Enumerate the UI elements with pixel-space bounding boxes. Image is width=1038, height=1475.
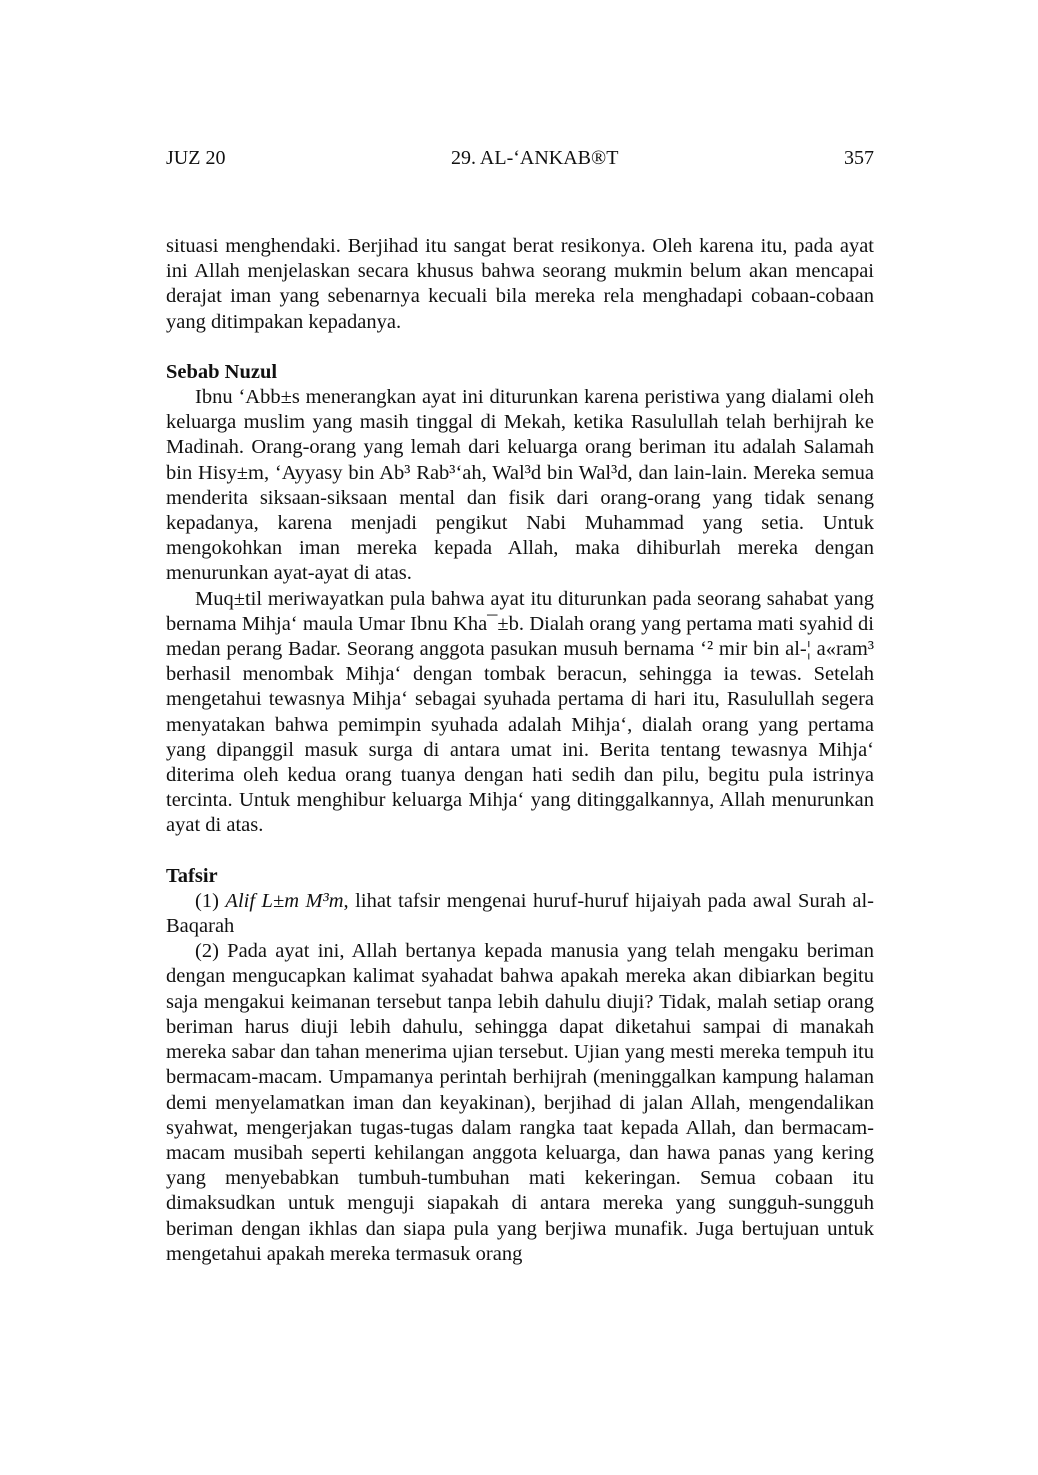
tafsir-paragraph-1-text: , lihat tafsir mengenai huruf-huruf hijaiyah pada awal Surah al-Baqarah: [166, 889, 875, 938]
sebab-nuzul-heading: Sebab Nuzul: [166, 360, 278, 383]
sebab-nuzul-paragraph-2: Muq±til meriwayatkan pula bahwa ayat itu diturunkan pada seorang sahabat yang bernama Mihja‘ maula Umar Ibnu Kha¯±b. Dialah orang yang pertama mati syahid di medan perang Badar. Seorang anggota pasukan musuh bernama ‘² mir bin al-¦ a«ram³ berhasil menombak Mihja‘ dengan tombak beracun, sehingga ia tewas. Setelah mengetahui tewasnya Mihja‘ sebagai syuhada pertama di hari itu, Rasulullah segera menyatakan bahwa pemimpin syuhada adalah Mihja‘, dialah orang yang pertama yang dipanggil masuk surga di antara umat ini. Berita tentang tewasnya Mihja‘ diterima oleh kedua orang tuanya dengan hati sedih dan pilu, begitu pula istrinya tercinta. Untuk menghibur keluarga Mihja‘ yang ditinggalkannya, Allah menurunkan ayat di atas.: [166, 587, 874, 837]
intro-paragraph: situasi menghendaki. Berjihad itu sangat berat resikonya. Oleh karena itu, pada ayat ini Allah menjelaskan secara khusus bahwa seorang mukmin belum akan mencapai derajat iman yang sebenarnya kecuali bila mereka rela menghadapi cobaan-cobaan yang ditimpakan kepadanya.: [166, 235, 874, 333]
tafsir-verse-number: (1): [195, 889, 226, 912]
book-page: [166, 146, 874, 1267]
page-body: [166, 234, 874, 1267]
section-spacer: [166, 839, 874, 864]
tafsir-paragraph-2: (2) Pada ayat ini, Allah bertanya kepada manusia yang telah mengaku beriman dengan mengucapkan kalimat syahadat bahwa apakah mereka akan dibiarkan begitu saja mengakui keimanan tersebut tanpa lebih dahulu diuji? Tidak, malah setiap orang beriman harus diuji lebih dahulu, sehingga dapat diketahui sampai di manakah mereka sabar dan tahan menerima ujian tersebut. Ujian yang mesti mereka tempuh itu bermacam-macam. Umpamanya perintah berhijrah (meninggalkan kampung halaman demi menyelamatkan iman dan keyakinan), berjihad di jalan Allah, mengendalikan syahwat, mengerjakan tugas-tugas dalam rangka taat kepada Allah, dan bermacam-macam musibah seperti kehilangan anggota keluarga, dan hawa panas yang kering yang menyebabkan tumbuh-tumbuhan mati kekeringan. Semua cobaan itu dimaksudkan untuk menguji siapakah di antara mereka yang sungguh-sungguh beriman dengan ikhlas dan siapa pula yang berjiwa munafik. Juga bertujuan untuk mengetahui apakah mereka termasuk orang: [166, 940, 874, 1265]
tafsir-heading: Tafsir: [166, 864, 218, 887]
section-spacer: [166, 335, 874, 360]
surah-title: 29. AL-‘ANKAB®T: [451, 147, 619, 169]
page-number: 357: [843, 147, 874, 169]
juz-label: JUZ 20: [166, 147, 226, 169]
tafsir-paragraph-1: [166, 889, 874, 939]
tafsir-verse-transliteration: Alif L±m M³m: [225, 889, 344, 912]
running-header: [166, 146, 874, 170]
sebab-nuzul-paragraph-1: Ibnu ‘Abb±s menerangkan ayat ini diturunkan karena peristiwa yang dialami oleh keluarga muslim yang masih tinggal di Mekah, ketika Rasulullah telah berhijrah ke Madinah. Orang-orang yang lemah dari keluarga orang beriman itu adalah Salamah bin Hisy±m, ‘Ayyasy bin Ab³ Rab³‘ah, Wal³d bin Wal³d, dan lain-lain. Mereka semua menderita siksaan-siksaan mental dan fisik dari orang-orang yang tidak senang kepadanya, karena menjadi pengikut Nabi Muhammad yang setia. Untuk mengokohkan iman mereka kepada Allah, maka dihiburlah mereka dengan menurunkan ayat-ayat di atas.: [166, 386, 874, 585]
